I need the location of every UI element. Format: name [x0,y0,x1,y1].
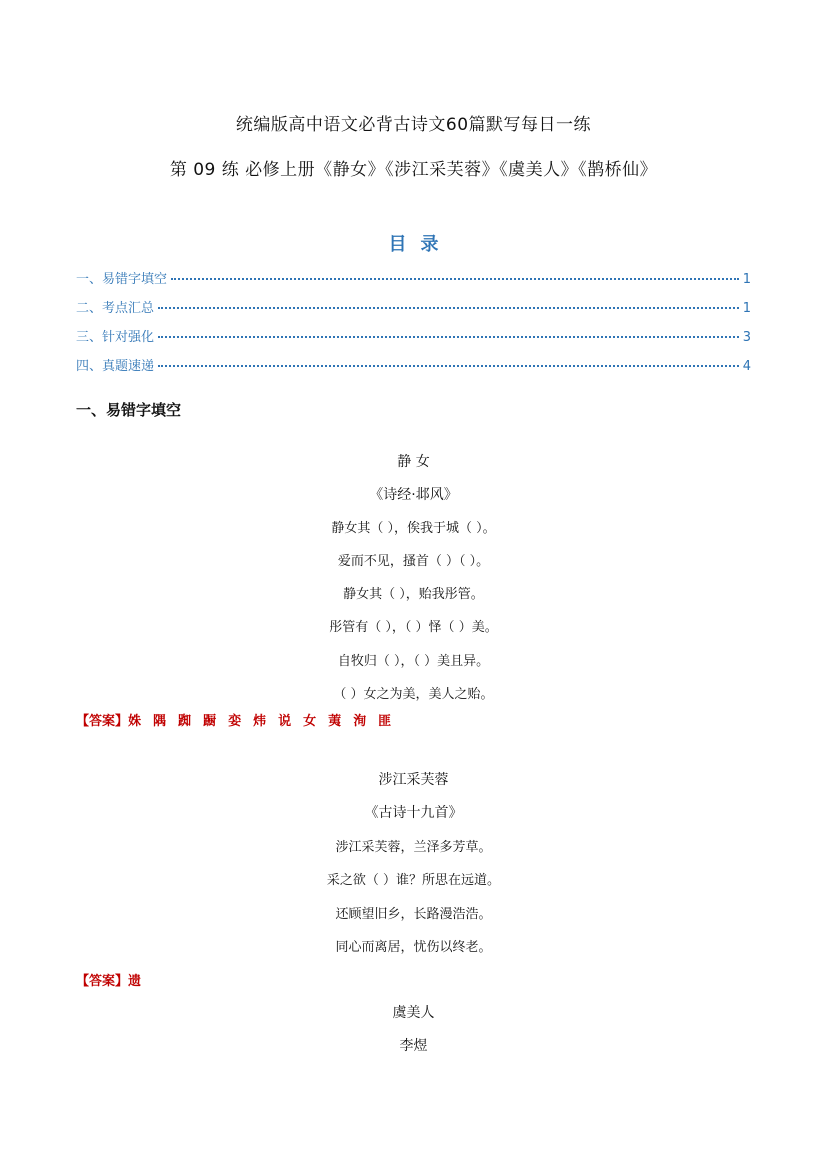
answer-char: 匪 [378,714,392,729]
poem-line: 自牧归（ ），（ ）美且异。 [337,654,490,669]
answer-char: 娈 [228,714,242,729]
answer-char: 荑 [328,714,342,729]
poem-line: 采之欲（ ）谁？所思在远道。 [326,873,501,888]
poem-title: 虞美人 [392,1005,435,1021]
toc-item-page: 1 [742,301,751,316]
toc-leader-dots [158,365,739,367]
toc-leader-dots [171,278,739,280]
poem-line: 爱而不见，搔首（ ）（ ）。 [337,554,490,569]
answer-char: 洵 [353,714,367,729]
poem-line: 彤管有（ ），（ ）怿（ ）美。 [329,620,498,635]
toc-item-page: 4 [742,359,751,374]
poem-source: 李煜 [399,1038,428,1054]
poem-line: （ ）女之为美，美人之贻。 [333,687,494,702]
answer-char: 炜 [253,714,267,729]
toc-item-4[interactable] [76,355,751,373]
document-title: 统编版高中语文必背古诗文60篇默写每日一练 [235,115,592,135]
poem-source: 《诗经·邶风》 [369,487,458,503]
answer-char: 隅 [153,714,167,729]
toc-item-page: 3 [742,330,751,345]
toc-heading: 目录 [388,234,453,255]
answer-label: 【答案】 [76,714,129,729]
answer-char: 遗 [128,974,142,989]
answer-char: 踟 [178,714,192,729]
toc-item-2[interactable] [76,297,751,315]
toc-item-label: 一、易错字填空 [76,272,168,287]
answer-char: 女 [303,714,317,729]
toc-item-1[interactable] [76,268,751,286]
toc-leader-dots [158,336,739,338]
toc-item-page: 1 [742,272,751,287]
answer-label: 【答案】 [76,974,129,989]
section-heading: 一、易错字填空 [76,401,182,419]
toc-item-label: 四、真题速递 [76,359,155,374]
answer-char: 蹰 [203,714,217,729]
poem-line: 静女其（ ），俟我于城（ ）。 [331,521,496,536]
poem-line: 还顾望旧乡，长路漫浩浩。 [335,907,492,922]
toc-item-3[interactable] [76,326,751,344]
answer-line [76,970,141,989]
poem-line: 静女其（ ），贻我彤管。 [343,587,484,602]
poem-line: 同心而离居，忧伤以终老。 [335,940,492,955]
answer-char: 说 [278,714,292,729]
document-subtitle: 第 09 练 必修上册《静女》《涉江采芙蓉》《虞美人》《鹊桥仙》 [169,160,658,180]
answer-char: 姝 [128,714,142,729]
poem-source: 《古诗十九首》 [364,805,463,821]
poem-line: 涉江采芙蓉，兰泽多芳草。 [335,840,492,855]
toc-item-label: 二、考点汇总 [76,301,155,316]
answer-line [76,710,403,729]
toc-item-label: 三、针对强化 [76,330,155,345]
poem-title: 静 女 [397,454,430,470]
poem-title: 涉江采芙蓉 [378,772,449,788]
toc-leader-dots [158,307,739,309]
